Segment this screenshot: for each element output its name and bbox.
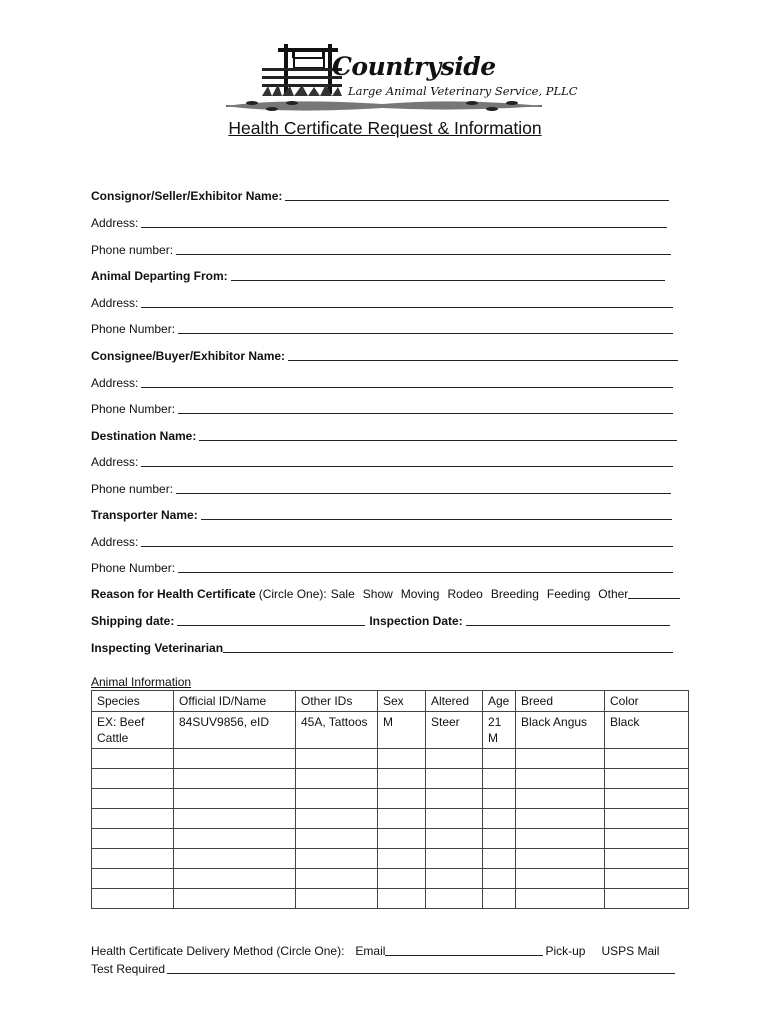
table-cell-input[interactable] bbox=[296, 749, 378, 769]
field-label: Address: bbox=[91, 376, 139, 390]
field-input[interactable] bbox=[176, 241, 671, 255]
inspecting-vet-field[interactable] bbox=[223, 639, 673, 653]
table-cell-input[interactable] bbox=[92, 809, 174, 829]
table-cell-input[interactable] bbox=[92, 889, 174, 909]
table-cell: Black Angus bbox=[516, 712, 605, 749]
field-input[interactable] bbox=[178, 320, 673, 334]
form-field-line bbox=[91, 345, 678, 363]
delivery-line bbox=[91, 940, 659, 958]
col-color: Color bbox=[605, 691, 689, 712]
table-cell-input[interactable] bbox=[605, 889, 689, 909]
table-cell-input[interactable] bbox=[605, 769, 689, 789]
table-cell-input[interactable] bbox=[483, 809, 516, 829]
reason-line bbox=[91, 583, 680, 601]
table-cell-input[interactable] bbox=[92, 849, 174, 869]
field-label: Address: bbox=[91, 455, 139, 469]
brand-name: Countryside bbox=[332, 52, 496, 81]
table-cell-input[interactable] bbox=[483, 829, 516, 849]
table-cell-input[interactable] bbox=[174, 869, 296, 889]
form-field-line bbox=[91, 425, 677, 443]
table-cell-input[interactable] bbox=[296, 829, 378, 849]
table-row bbox=[92, 849, 689, 869]
field-input[interactable] bbox=[141, 374, 673, 388]
field-input[interactable] bbox=[141, 294, 673, 308]
table-cell-input[interactable] bbox=[516, 789, 605, 809]
table-cell-input[interactable] bbox=[174, 769, 296, 789]
form-field-line bbox=[91, 478, 671, 496]
table-cell-input[interactable] bbox=[605, 849, 689, 869]
field-input[interactable] bbox=[178, 559, 673, 573]
col-age: Age bbox=[483, 691, 516, 712]
table-cell-input[interactable] bbox=[296, 889, 378, 909]
form-field-line bbox=[91, 557, 673, 575]
delivery-email-field[interactable] bbox=[385, 942, 543, 956]
table-cell-input[interactable] bbox=[516, 769, 605, 789]
table-cell-input[interactable] bbox=[92, 749, 174, 769]
delivery-mail-option[interactable]: USPS Mail bbox=[601, 944, 660, 958]
vet-line bbox=[91, 637, 673, 655]
form-field-line bbox=[91, 239, 671, 257]
col-sex: Sex bbox=[378, 691, 426, 712]
form-field-line bbox=[91, 212, 667, 230]
table-cell-input[interactable] bbox=[92, 829, 174, 849]
brand-subtitle: Large Animal Veterinary Service, PLLC bbox=[348, 84, 578, 98]
table-row bbox=[92, 789, 689, 809]
table-cell: 21 M bbox=[483, 712, 516, 749]
field-label: Address: bbox=[91, 535, 139, 549]
table-cell-input[interactable] bbox=[378, 849, 426, 869]
animal-info-table bbox=[91, 690, 689, 909]
table-cell-input[interactable] bbox=[378, 789, 426, 809]
table-cell-input[interactable] bbox=[174, 849, 296, 869]
reason-option-sale[interactable]: Sale bbox=[330, 587, 355, 601]
table-cell-input[interactable] bbox=[516, 749, 605, 769]
table-cell-input[interactable] bbox=[296, 849, 378, 869]
field-label: Phone Number: bbox=[91, 561, 176, 575]
brand-logo bbox=[222, 40, 578, 120]
field-input[interactable] bbox=[141, 214, 667, 228]
test-required-field[interactable] bbox=[167, 960, 675, 974]
table-cell-input[interactable] bbox=[483, 869, 516, 889]
table-cell-input[interactable] bbox=[605, 809, 689, 829]
col-breed: Breed bbox=[516, 691, 605, 712]
shipping-date-field[interactable] bbox=[177, 612, 365, 626]
table-cell-input[interactable] bbox=[378, 889, 426, 909]
table-cell-input[interactable] bbox=[92, 769, 174, 789]
table-cell: Steer bbox=[426, 712, 483, 749]
test-required-label: Test Required bbox=[91, 962, 166, 976]
table-cell-input[interactable] bbox=[174, 789, 296, 809]
page-title: Health Certificate Request & Information bbox=[228, 118, 542, 138]
table-cell-input[interactable] bbox=[516, 829, 605, 849]
table-cell-input[interactable] bbox=[426, 789, 483, 809]
reason-label: Reason for Health Certificate bbox=[91, 587, 256, 601]
table-cell-input[interactable] bbox=[378, 769, 426, 789]
table-cell-input[interactable] bbox=[516, 889, 605, 909]
example-row bbox=[92, 712, 689, 749]
table-cell-input[interactable] bbox=[174, 749, 296, 769]
reason-note: (Circle One): bbox=[258, 587, 327, 601]
table-cell-input[interactable] bbox=[516, 849, 605, 869]
table-cell-input[interactable] bbox=[296, 869, 378, 889]
table-cell-input[interactable] bbox=[174, 809, 296, 829]
col-other-ids: Other IDs bbox=[296, 691, 378, 712]
field-input[interactable] bbox=[141, 453, 673, 467]
table-cell-input[interactable] bbox=[483, 789, 516, 809]
field-label: Address: bbox=[91, 216, 139, 230]
table-cell-input[interactable] bbox=[426, 889, 483, 909]
table-cell-input[interactable] bbox=[426, 829, 483, 849]
table-row bbox=[92, 769, 689, 789]
table-cell-input[interactable] bbox=[426, 769, 483, 789]
table-cell-input[interactable] bbox=[426, 849, 483, 869]
field-label: Phone number: bbox=[91, 482, 174, 496]
table-row bbox=[92, 829, 689, 849]
field-label: Transporter Name: bbox=[91, 508, 198, 522]
table-cell-input[interactable] bbox=[174, 829, 296, 849]
reason-option-feeding[interactable]: Feeding bbox=[546, 587, 591, 601]
delivery-pickup-option[interactable]: Pick-up bbox=[545, 944, 586, 958]
table-cell-input[interactable] bbox=[605, 869, 689, 889]
inspection-date-label: Inspection Date: bbox=[369, 614, 463, 628]
field-label: Address: bbox=[91, 296, 139, 310]
table-cell-input[interactable] bbox=[296, 769, 378, 789]
col-altered: Altered bbox=[426, 691, 483, 712]
field-input[interactable] bbox=[141, 533, 673, 547]
table-cell-input[interactable] bbox=[516, 809, 605, 829]
shipping-date-label: Shipping date: bbox=[91, 614, 175, 628]
field-label: Destination Name: bbox=[91, 429, 197, 443]
table-row bbox=[92, 809, 689, 829]
field-label: Consignor/Seller/Exhibitor Name: bbox=[91, 189, 283, 203]
col-official-id: Official ID/Name bbox=[174, 691, 296, 712]
test-required-line bbox=[91, 958, 675, 976]
dates-line bbox=[91, 610, 670, 628]
table-row bbox=[92, 889, 689, 909]
field-label: Phone Number: bbox=[91, 322, 176, 336]
field-input[interactable] bbox=[288, 347, 678, 361]
table-cell-input[interactable] bbox=[483, 769, 516, 789]
form-field-line bbox=[91, 372, 673, 390]
reason-option-other[interactable]: Other bbox=[598, 587, 629, 601]
reason-option-breeding[interactable]: Breeding bbox=[490, 587, 539, 601]
table-row bbox=[92, 749, 689, 769]
field-input[interactable] bbox=[231, 267, 665, 281]
table-header-row bbox=[92, 691, 689, 712]
field-label: Animal Departing From: bbox=[91, 269, 228, 283]
field-label: Consignee/Buyer/Exhibitor Name: bbox=[91, 349, 286, 363]
table-cell-input[interactable] bbox=[426, 749, 483, 769]
delivery-label: Health Certificate Delivery Method (Circle One): bbox=[91, 944, 345, 958]
table-cell-input[interactable] bbox=[605, 789, 689, 809]
table-cell-input[interactable] bbox=[426, 869, 483, 889]
table-cell-input[interactable] bbox=[174, 889, 296, 909]
table-cell-input[interactable] bbox=[483, 749, 516, 769]
table-cell-input[interactable] bbox=[296, 789, 378, 809]
form-field-line bbox=[91, 318, 673, 336]
inspection-date-field[interactable] bbox=[466, 612, 670, 626]
table-cell-input[interactable] bbox=[296, 809, 378, 829]
col-species: Species bbox=[92, 691, 174, 712]
table-cell: 45A, Tattoos bbox=[296, 712, 378, 749]
table-cell-input[interactable] bbox=[378, 869, 426, 889]
table-row bbox=[92, 869, 689, 889]
field-input[interactable] bbox=[199, 427, 677, 441]
table-cell-input[interactable] bbox=[92, 789, 174, 809]
form-field-line bbox=[91, 185, 669, 203]
table-cell-input[interactable] bbox=[605, 829, 689, 849]
table-cell: EX: Beef Cattle bbox=[92, 712, 174, 749]
field-input[interactable] bbox=[201, 506, 672, 520]
animal-info-title: Animal Information bbox=[91, 675, 192, 689]
table-cell: M bbox=[378, 712, 426, 749]
field-label: Phone number: bbox=[91, 243, 174, 257]
table-cell-input[interactable] bbox=[483, 889, 516, 909]
table-cell: Black bbox=[605, 712, 689, 749]
field-input[interactable] bbox=[176, 480, 671, 494]
table-cell-input[interactable] bbox=[426, 809, 483, 829]
table-cell-input[interactable] bbox=[378, 749, 426, 769]
field-label: Phone Number: bbox=[91, 402, 176, 416]
table-cell-input[interactable] bbox=[378, 829, 426, 849]
table-cell: 84SUV9856, eID bbox=[174, 712, 296, 749]
table-cell-input[interactable] bbox=[483, 849, 516, 869]
field-input[interactable] bbox=[178, 400, 673, 414]
reason-other-field[interactable] bbox=[628, 585, 680, 599]
inspecting-vet-label: Inspecting Veterinarian bbox=[91, 641, 224, 655]
table-cell-input[interactable] bbox=[516, 869, 605, 889]
reason-option-show[interactable]: Show bbox=[362, 587, 393, 601]
form-field-line bbox=[91, 292, 673, 310]
table-cell-input[interactable] bbox=[92, 869, 174, 889]
form-field-line bbox=[91, 504, 672, 522]
reason-option-rodeo[interactable]: Rodeo bbox=[447, 587, 483, 601]
form-field-line bbox=[91, 531, 673, 549]
form-field-line bbox=[91, 265, 665, 283]
delivery-email-option[interactable]: Email bbox=[355, 944, 386, 958]
form-field-line bbox=[91, 398, 673, 416]
table-cell-input[interactable] bbox=[378, 809, 426, 829]
reason-option-moving[interactable]: Moving bbox=[400, 587, 440, 601]
table-cell-input[interactable] bbox=[605, 749, 689, 769]
form-field-line bbox=[91, 451, 673, 469]
field-input[interactable] bbox=[285, 187, 669, 201]
